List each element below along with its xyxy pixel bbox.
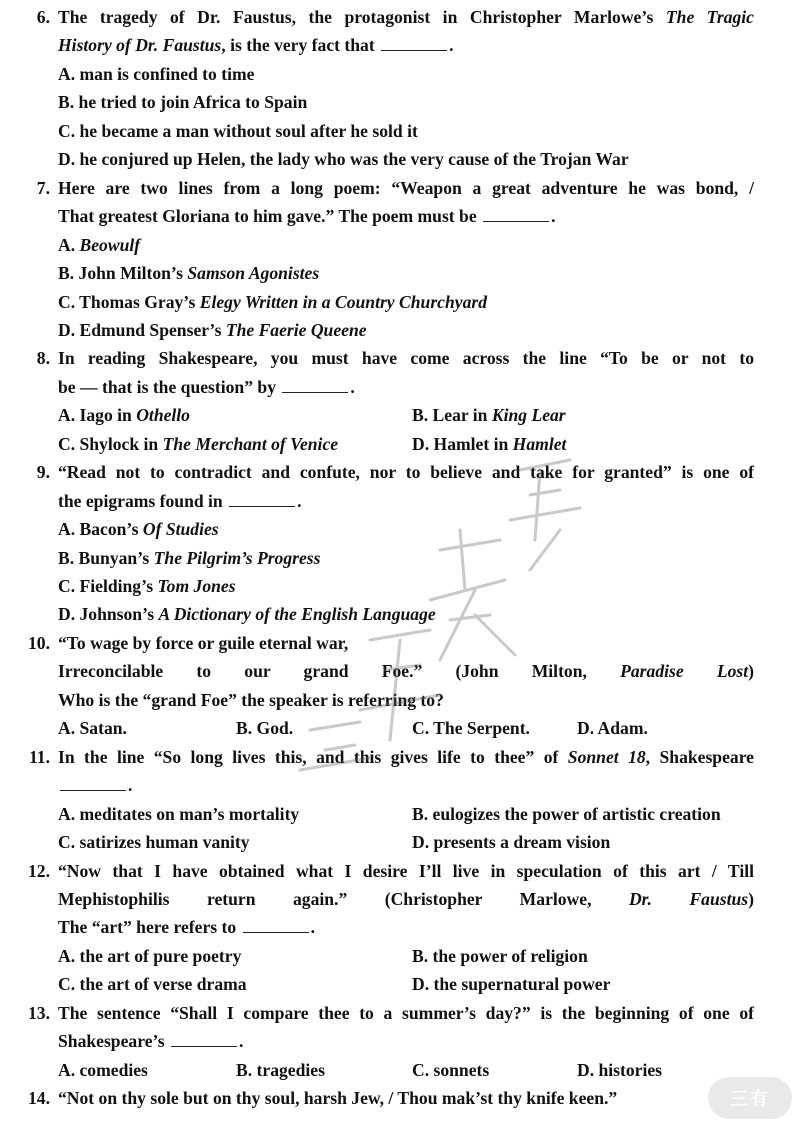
text-line	[0, 117, 800, 145]
brand-badge-text: 三有	[730, 1089, 770, 1110]
answer-blank[interactable]	[171, 1028, 237, 1047]
answer-option[interactable]	[58, 117, 418, 145]
text-run: B. the power of religion	[412, 945, 588, 966]
answer-option[interactable]	[58, 60, 254, 88]
answer-option[interactable]	[412, 800, 721, 828]
text-run: D. Johnson’s	[58, 604, 159, 625]
answer-blank[interactable]	[229, 488, 295, 507]
text-run: , Shakespeare	[645, 746, 754, 767]
text-run: .	[449, 35, 454, 56]
question-stem	[58, 3, 754, 31]
question-stem	[58, 629, 754, 657]
question-stem	[58, 999, 754, 1027]
text-line	[0, 259, 800, 287]
text-run: A. man is confined to time	[58, 63, 255, 84]
question-line	[0, 1084, 800, 1112]
text-run: C. Thomas Gray’s	[58, 291, 200, 312]
question-line	[0, 913, 800, 941]
answer-option[interactable]	[58, 88, 307, 116]
answer-option[interactable]	[58, 401, 190, 429]
question-line	[0, 657, 800, 685]
text-run: B. tragedies	[236, 1059, 325, 1080]
text-run: Mephistophilis return again.” (Christopher Marlowe,	[58, 888, 629, 909]
question-line	[0, 999, 800, 1027]
text-run: D. histories	[577, 1059, 663, 1080]
text-run: .	[310, 917, 315, 938]
text-line	[0, 60, 800, 88]
question-stem	[58, 885, 754, 913]
text-run: C. the art of verse drama	[58, 974, 247, 995]
text-run: D. Adam.	[577, 718, 648, 739]
answer-option[interactable]	[58, 430, 338, 458]
italic-title: The Pilgrim’s Progress	[153, 547, 321, 568]
answer-option[interactable]	[412, 1056, 489, 1084]
text-run: B. Bunyan’s	[58, 547, 154, 568]
answer-blank[interactable]	[381, 32, 447, 51]
answer-blank[interactable]	[60, 772, 126, 791]
text-line	[0, 316, 800, 344]
italic-title: Of Studies	[142, 519, 219, 540]
italic-title: Dr. Faustus	[628, 888, 749, 909]
answer-option[interactable]	[58, 714, 127, 742]
question-line	[0, 3, 800, 31]
italic-title: Paradise Lost	[620, 661, 749, 682]
italic-title: Tom Jones	[157, 576, 236, 596]
text-line	[0, 828, 800, 856]
question-line	[0, 629, 800, 657]
text-run: Shakespeare’s	[58, 1031, 169, 1052]
text-run: A.	[58, 234, 80, 255]
text-line	[0, 88, 800, 116]
answer-option[interactable]	[58, 970, 247, 998]
text-run: A. Iago in	[58, 405, 137, 426]
question-stem	[58, 373, 754, 401]
text-line	[0, 714, 800, 742]
question-line	[0, 373, 800, 401]
question-line	[0, 743, 800, 771]
question-stem	[58, 657, 754, 685]
answer-option[interactable]	[412, 942, 588, 970]
text-run: C. satirizes human vanity	[58, 832, 250, 853]
italic-title: Othello	[136, 405, 190, 426]
answer-option[interactable]	[236, 714, 293, 742]
italic-title: Beowulf	[79, 234, 141, 255]
italic-title: King Lear	[491, 405, 566, 426]
text-run: B. Lear in	[412, 405, 492, 426]
answer-option[interactable]	[412, 401, 566, 429]
text-run: C. he became a man without soul after he sold it	[58, 120, 418, 141]
answer-option[interactable]	[412, 714, 530, 742]
italic-title: History of Dr. Faustus	[58, 35, 222, 56]
question-number: 13.	[28, 1002, 50, 1023]
text-run: C. sonnets	[412, 1059, 490, 1080]
answer-option[interactable]	[58, 544, 321, 572]
question-number: 8.	[36, 348, 50, 369]
answer-option[interactable]	[58, 231, 140, 259]
question-stem	[58, 743, 754, 771]
text-run: .	[128, 775, 133, 796]
text-run: C. The Serpent.	[412, 718, 530, 739]
answer-option[interactable]	[58, 572, 236, 600]
text-run: B. he tried to join Africa to Spain	[58, 92, 308, 113]
text-run: The “art” here refers to	[58, 917, 241, 938]
answer-option[interactable]	[236, 1056, 325, 1084]
italic-title: The Faerie Queene	[225, 319, 367, 340]
italic-title: Elegy Written in a Country Churchyard	[199, 291, 488, 312]
italic-title: The Merchant of Venice	[162, 433, 339, 454]
text-run: D. he conjured up Helen, the lady who was the very cause of the Trojan War	[58, 149, 629, 170]
text-line	[0, 970, 800, 998]
question-line	[0, 344, 800, 372]
italic-title: Sonnet 18	[567, 746, 646, 767]
text-line	[0, 288, 800, 316]
answer-option[interactable]	[412, 430, 566, 458]
text-line	[0, 1056, 800, 1084]
text-line	[0, 401, 800, 429]
answer-option[interactable]	[58, 1056, 148, 1084]
text-run: B. God.	[236, 718, 294, 739]
answer-blank[interactable]	[282, 374, 348, 393]
question-stem	[58, 771, 754, 799]
text-run: C. Shylock in	[58, 433, 163, 454]
text-line	[0, 231, 800, 259]
italic-title: A Dictionary of the English Language	[158, 604, 436, 625]
answer-option[interactable]	[577, 714, 648, 742]
answer-option[interactable]	[58, 828, 250, 856]
question-line	[0, 174, 800, 202]
italic-title: Samson Agonistes	[187, 263, 320, 284]
text-run: D. the supernatural power	[412, 974, 611, 995]
question-stem	[58, 174, 754, 202]
question-number: 7.	[36, 177, 50, 198]
text-run: In the line “So long lives this, and this gives life to thee” of	[58, 746, 568, 767]
text-run: .	[297, 490, 302, 511]
text-run: Here are two lines from a long poem: “Weapon a great adventure he was bond, /	[58, 177, 754, 198]
text-run: B. John Milton’s	[58, 263, 188, 284]
brand-badge	[708, 1077, 792, 1119]
question-line	[0, 771, 800, 799]
answer-option[interactable]	[58, 942, 241, 970]
text-run: D. presents a dream vision	[412, 832, 611, 853]
text-run: “To wage by force or guile eternal war,	[58, 632, 349, 653]
question-stem	[58, 31, 754, 59]
text-run: That greatest Gloriana to him gave.” The poem must be	[58, 206, 482, 227]
question-stem	[58, 1027, 754, 1055]
text-line	[0, 572, 800, 600]
text-line	[0, 600, 800, 628]
answer-option[interactable]	[58, 259, 319, 287]
answer-option[interactable]	[58, 145, 629, 173]
text-run: )	[748, 661, 754, 682]
question-stem	[58, 202, 754, 230]
question-number: 14.	[28, 1088, 50, 1109]
text-line	[0, 544, 800, 572]
text-run: B. eulogizes the power of artistic creation	[412, 803, 721, 824]
question-stem	[58, 344, 754, 372]
text-run: , is the very fact that	[221, 35, 380, 56]
question-stem	[58, 686, 754, 714]
question-number: 12.	[28, 860, 50, 881]
question-stem	[58, 1084, 754, 1112]
question-line	[0, 1027, 800, 1055]
answer-option[interactable]	[58, 288, 487, 316]
text-run: the epigrams found in	[58, 490, 228, 511]
answer-option[interactable]	[58, 800, 299, 828]
text-line	[0, 942, 800, 970]
text-run: D. Edmund Spenser’s	[58, 319, 226, 340]
answer-blank[interactable]	[483, 203, 549, 222]
text-run: “Now that I have obtained what I desire I’ll live in speculation of this art / Till	[58, 860, 754, 881]
question-stem	[58, 487, 754, 515]
answer-option[interactable]	[58, 515, 219, 543]
question-line	[0, 686, 800, 714]
answer-option[interactable]	[58, 600, 436, 628]
text-line	[0, 145, 800, 173]
question-line	[0, 857, 800, 885]
question-line	[0, 31, 800, 59]
text-run: A. the art of pure poetry	[58, 945, 242, 966]
text-run: Irreconcilable to our grand Foe.” (John Milton,	[58, 661, 621, 682]
text-run: A. Bacon’s	[58, 519, 143, 540]
text-run: “Read not to contradict and confute, nor to believe and take for granted” is one of	[58, 462, 754, 483]
text-run: The tragedy of Dr. Faustus, the protagonist in Christopher Marlowe’s	[58, 7, 666, 27]
text-run: C. Fielding’s	[58, 576, 158, 596]
question-stem	[58, 458, 754, 486]
text-run: The sentence “Shall I compare thee to a summer’s day?” is the beginning of one of	[58, 1002, 754, 1023]
text-run: A. comedies	[58, 1059, 148, 1080]
question-number: 11.	[28, 746, 50, 767]
text-run: A. meditates on man’s mortality	[58, 803, 300, 824]
question-line	[0, 885, 800, 913]
answer-option[interactable]	[412, 970, 610, 998]
text-line	[0, 515, 800, 543]
text-run: )	[748, 888, 754, 909]
text-run: Who is the “grand Foe” the speaker is referring to?	[58, 689, 444, 710]
text-run: In reading Shakespeare, you must have come across the line “To be or not to	[58, 348, 754, 369]
italic-title: Hamlet	[512, 433, 567, 454]
answer-option[interactable]	[58, 316, 367, 344]
question-stem	[58, 857, 754, 885]
text-run: D. Hamlet in	[412, 433, 513, 454]
text-run: A. Satan.	[58, 718, 127, 739]
text-run: .	[350, 376, 355, 397]
question-line	[0, 458, 800, 486]
text-run: .	[238, 1031, 244, 1052]
text-run: be — that is the question” by	[58, 376, 281, 397]
text-run: “Not on thy sole but on thy soul, harsh Jew, / Thou mak’st thy knife keen.”	[58, 1088, 618, 1109]
text-run: .	[551, 206, 556, 227]
question-line	[0, 202, 800, 230]
question-number: 10.	[28, 632, 50, 653]
question-number: 6.	[36, 7, 50, 27]
answer-option[interactable]	[577, 1056, 662, 1084]
question-number: 9.	[36, 462, 50, 483]
question-line	[0, 487, 800, 515]
answer-option[interactable]	[412, 828, 610, 856]
answer-blank[interactable]	[243, 914, 309, 933]
italic-title: The Tragic	[665, 7, 754, 27]
question-stem	[58, 913, 754, 941]
text-line	[0, 800, 800, 828]
text-line	[0, 430, 800, 458]
